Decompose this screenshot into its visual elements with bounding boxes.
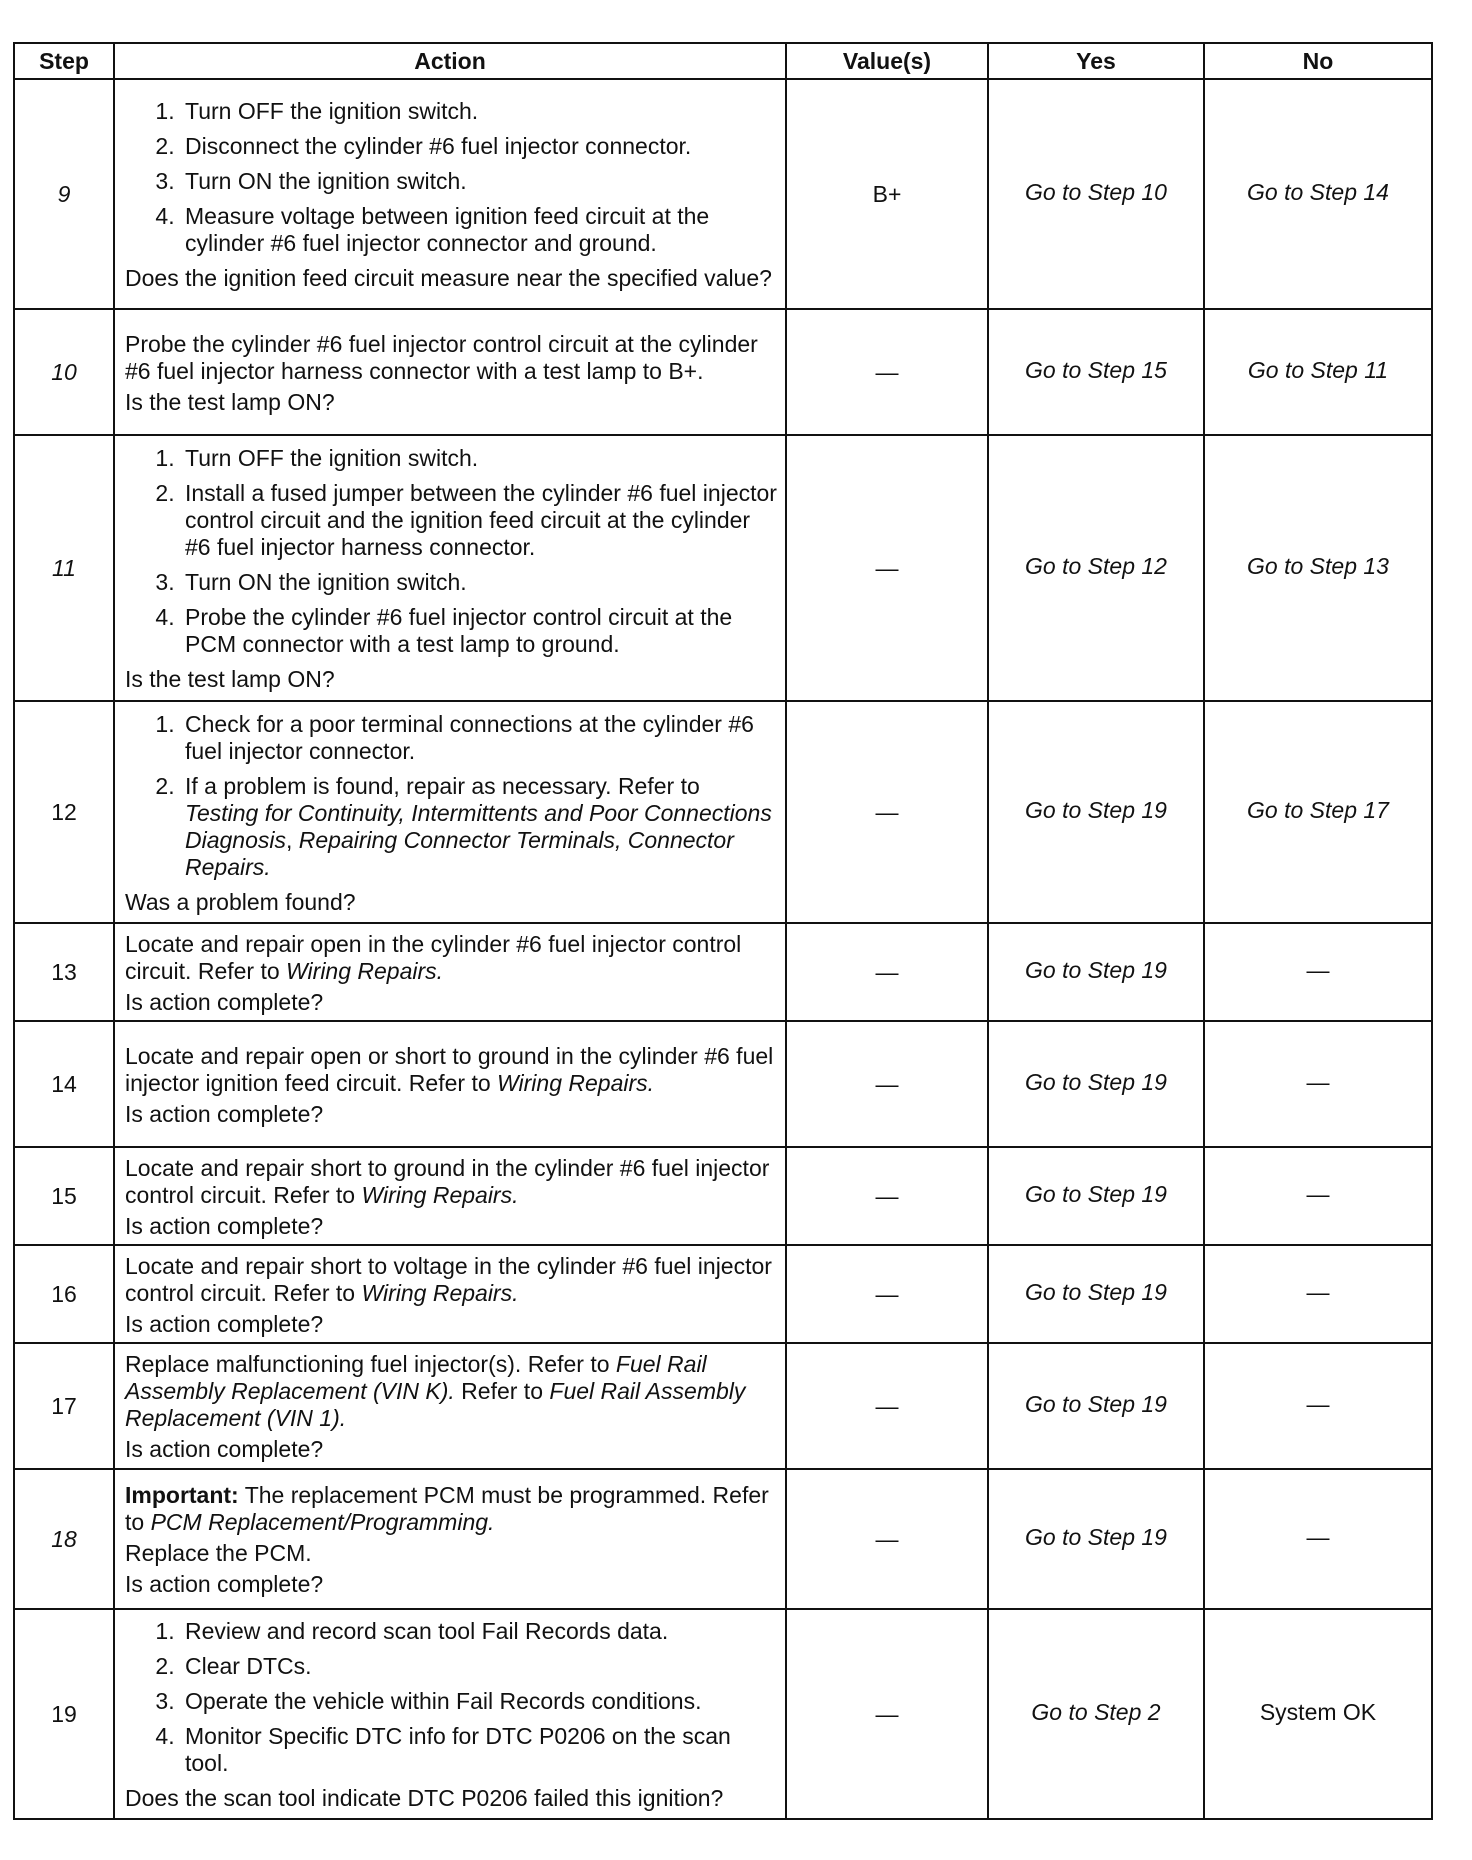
no-cell: — [1204,1245,1432,1343]
no-cell: — [1204,1021,1432,1147]
list-item: 2. Install a fused jumper between the cylinder #6 fuel injector control circuit and the ignition feed circuit at the cylinder #6 fuel injector harness connector. [181,480,777,561]
diagnostic-table [13,42,1433,1820]
question: Does the ignition feed circuit measure near the specified value? [125,265,772,291]
reference-link: Fuel Rail Assembly Replacement (VIN K). [125,1351,707,1404]
yes-goto: Go to Step 19 [1025,797,1167,823]
no-goto: Go to Step 14 [1247,179,1389,205]
important-note [125,1482,777,1536]
yes-cell [988,309,1204,435]
step-number: 18 [14,1469,114,1609]
action-cell [114,1469,786,1609]
no-goto: Go to Step 13 [1247,553,1389,579]
yes-goto: Go to Step 19 [1025,1181,1167,1207]
no-cell: — [1204,1147,1432,1245]
step-number: 15 [14,1147,114,1245]
reference-link: Wiring Repairs. [361,1279,519,1306]
action-list [125,711,777,881]
no-goto: Go to Step 17 [1247,797,1389,823]
action-list [125,445,777,658]
action-cell [114,1609,786,1819]
no-cell: — [1204,923,1432,1021]
yes-goto: Go to Step 19 [1025,1069,1167,1095]
no-cell [1204,435,1432,701]
value-cell: — [786,1469,988,1609]
value-cell: — [786,1245,988,1343]
no-cell: — [1204,1469,1432,1609]
table-header-row [14,43,1432,79]
yes-cell [988,923,1204,1021]
yes-goto: Go to Step 19 [1025,1279,1167,1305]
list-item: 1. Review and record scan tool Fail Records data. [181,1618,777,1645]
step-number: 14 [14,1021,114,1147]
list-item: 1. Turn OFF the ignition switch. [181,98,777,125]
table-row [14,435,1432,701]
action-text-body: Replace malfunctioning fuel injector(s). Refer to [125,1351,610,1377]
question: Is action complete? [125,1310,324,1337]
action-text [125,1043,777,1097]
list-item: 2. Clear DTCs. [181,1653,777,1680]
yes-cell [988,1147,1204,1245]
action-cell [114,923,786,1021]
action-text [125,931,777,985]
yes-goto: Go to Step 15 [1025,357,1167,383]
action-cell [114,79,786,309]
value-cell: — [786,1343,988,1469]
reference-link: PCM Replacement/Programming. [150,1509,495,1535]
yes-goto: Go to Step 2 [1031,1699,1161,1725]
action-list [125,1618,777,1777]
no-cell [1204,1609,1432,1819]
no-cell [1204,79,1432,309]
list-item: 2. Disconnect the cylinder #6 fuel injector connector. [181,133,777,160]
action-cell [114,309,786,435]
yes-cell [988,701,1204,923]
value-cell: — [786,701,988,923]
reference-link: Fuel Rail Assembly Replacement (VIN 1). [125,1378,746,1431]
no-result: System OK [1259,1699,1377,1725]
table-row [14,1343,1432,1469]
question: Is action complete? [125,1571,324,1597]
header-yes: Yes [988,43,1204,79]
action-cell [114,1343,786,1469]
reference-link: Wiring Repairs. [286,957,444,984]
action-text [125,1351,777,1432]
value-cell: — [786,435,988,701]
action-text [125,1155,777,1209]
yes-goto: Go to Step 19 [1025,1524,1167,1550]
question: Is the test lamp ON? [125,666,335,692]
no-cell: — [1204,1343,1432,1469]
header-no: No [1204,43,1432,79]
no-cell [1204,701,1432,923]
list-item: 4. Probe the cylinder #6 fuel injector control circuit at the PCM connector with a test lamp to ground. [181,604,777,658]
action-cell [114,1021,786,1147]
reference-link: Testing for Continuity, Intermittents and Poor Connections Diagnosis [185,799,772,853]
question: Is action complete? [125,1436,324,1462]
step-number: 17 [14,1343,114,1469]
action-text: Probe the cylinder #6 fuel injector control circuit at the cylinder #6 fuel injector harness connector with a test lamp to B+. [125,330,758,384]
action-text-body: Locate and repair open or short to ground in the cylinder #6 fuel injector ignition feed circuit. Refer to [125,1042,774,1096]
yes-cell [988,1021,1204,1147]
yes-goto: Go to Step 10 [1025,179,1167,205]
step-number: 13 [14,923,114,1021]
list-item: 4. Monitor Specific DTC info for DTC P0206 on the scan tool. [181,1723,777,1777]
question: Is action complete? [125,1212,324,1239]
value-cell: B+ [786,79,988,309]
important-label: Important: [125,1482,239,1508]
question: Is action complete? [125,1100,324,1127]
reference-link: Repairing Connector Terminals, Connector Repairs. [185,826,734,880]
action-cell [114,1245,786,1343]
yes-goto: Go to Step 19 [1025,1391,1167,1417]
yes-cell [988,79,1204,309]
reference-link: Wiring Repairs. [497,1069,655,1096]
header-values: Value(s) [786,43,988,79]
value-cell: — [786,1147,988,1245]
question: Is action complete? [125,988,324,1015]
question: Was a problem found? [125,888,356,915]
action-text-body: Locate and repair short to voltage in the cylinder #6 fuel injector control circuit. Refer to [125,1252,772,1306]
table-row [14,923,1432,1021]
action-list [125,98,777,257]
no-cell [1204,309,1432,435]
value-cell: — [786,1609,988,1819]
action-text: Replace the PCM. [125,1540,312,1566]
question: Is the test lamp ON? [125,388,335,415]
step-number: 10 [14,309,114,435]
action-cell [114,701,786,923]
yes-cell [988,435,1204,701]
step-number: 12 [14,701,114,923]
header-step: Step [14,43,114,79]
step-number: 19 [14,1609,114,1819]
table-row [14,79,1432,309]
yes-goto: Go to Step 19 [1025,957,1167,983]
action-text-body: Refer to [461,1378,543,1404]
table-row [14,701,1432,923]
list-item: 4. Measure voltage between ignition feed circuit at the cylinder #6 fuel injector connector and ground. [181,203,777,257]
separator: , [286,826,293,853]
table-row [14,1147,1432,1245]
yes-cell [988,1245,1204,1343]
table-row [14,1021,1432,1147]
table-row [14,1469,1432,1609]
action-text-body: Locate and repair short to ground in the cylinder #6 fuel injector control circuit. Refer to [125,1154,770,1208]
value-cell: — [786,309,988,435]
yes-cell [988,1469,1204,1609]
yes-cell [988,1343,1204,1469]
table-row [14,1609,1432,1819]
value-cell: — [786,923,988,1021]
step-number: 9 [14,79,114,309]
step-number: 11 [14,435,114,701]
list-item: 1. Check for a poor terminal connections at the cylinder #6 fuel injector connector. [181,711,777,765]
list-item: 1. Turn OFF the ignition switch. [181,445,777,472]
yes-goto: Go to Step 12 [1025,553,1167,579]
table-row [14,1245,1432,1343]
action-cell [114,435,786,701]
step-number: 16 [14,1245,114,1343]
important-text: The replacement PCM must be programmed. Refer to [125,1482,769,1535]
list-item [181,773,777,881]
list-item: 3. Turn ON the ignition switch. [181,168,777,195]
action-text [125,1253,777,1307]
value-cell: — [786,1021,988,1147]
no-goto: Go to Step 11 [1247,357,1389,383]
question: Does the scan tool indicate DTC P0206 failed this ignition? [125,1785,724,1811]
action-cell [114,1147,786,1245]
yes-cell [988,1609,1204,1819]
list-item: 3. Operate the vehicle within Fail Records conditions. [181,1688,777,1715]
list-item: 3. Turn ON the ignition switch. [181,569,777,596]
header-action: Action [114,43,786,79]
list-item-text: If a problem is found, repair as necessary. Refer to [185,772,700,799]
reference-link: Wiring Repairs. [361,1181,519,1208]
action-text-body: Locate and repair open in the cylinder #6 fuel injector control circuit. Refer to [125,930,742,984]
table-row [14,309,1432,435]
